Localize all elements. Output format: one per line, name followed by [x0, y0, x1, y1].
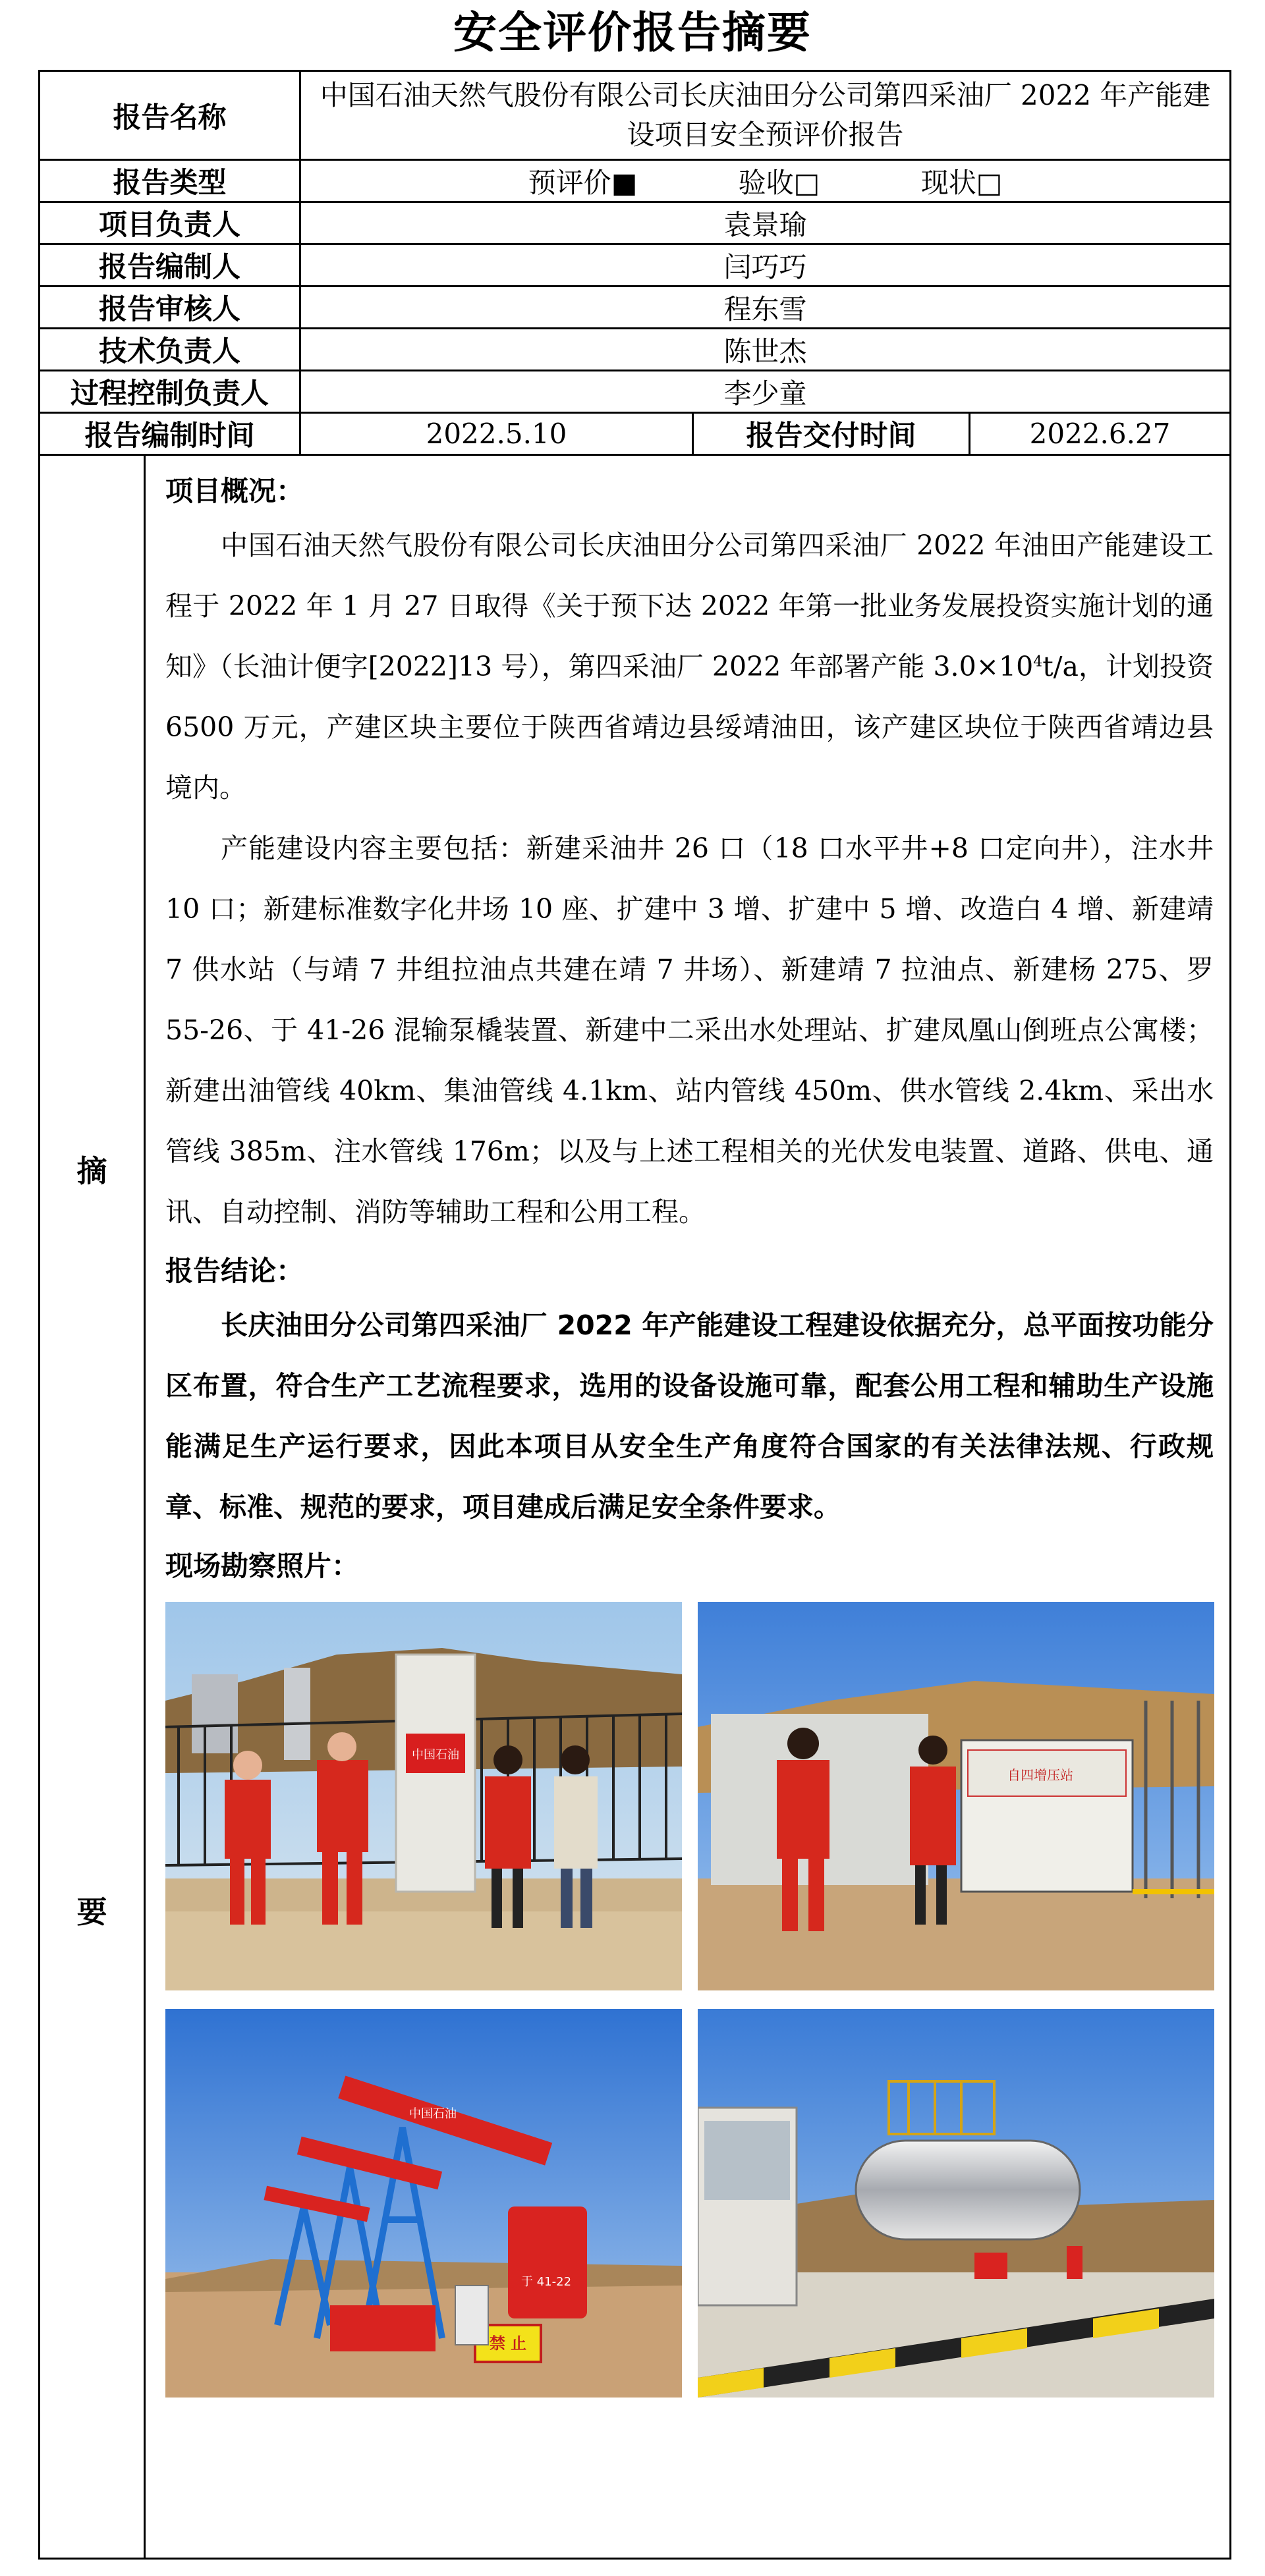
svg-text:中国石油: 中国石油: [409, 2107, 457, 2121]
tech-leader-label: 技术负责人: [40, 329, 300, 371]
overview-paragraph-2: 产能建设内容主要包括：新建采油井 26 口（18 口水平井+8 口定向井），注水井 10 口；新建标准数字化井场 10 座、扩建中 3 增、扩建中 5 增、改造白 4 增、新建靖 7 供水站（与靖 7 井组拉油点共建在靖 7 井场）、新建靖 7 拉油点、新建杨 275、罗 55-26、于 41-26 混输泵橇装置、新建中二采出水处理站、扩建凤凰山倒班点公寓楼；新建出油管线 40km、集油管线 4.1km、站内管线 450m、供水管线 2.4km、采出水管线 385m、注水管线 176m；以及与上述工程相关的光伏发电装置、道路、供电、通讯、自动控制、消防等辅助工程和公用工程。: [165, 833, 1214, 1228]
svg-text:于 41-22: 于 41-22: [521, 2275, 572, 2289]
summary-content: [145, 455, 1231, 2559]
option-pre-evaluation[interactable]: 预评价■: [528, 166, 638, 199]
report-name-value: 中国石油天然气股份有限公司长庆油田分公司第四采油厂 2022 年产能建设项目安全预评价报告: [300, 71, 1231, 160]
svg-text:自四增压站: 自四增压站: [1007, 1767, 1073, 1783]
overview-paragraph-1: 中国石油天然气股份有限公司长庆油田分公司第四采油厂 2022 年油田产能建设工程于 2022 年 1 月 27 日取得《关于预下达 2022 年第一批业务发展投资实施计划的通知》（长油计便字[2022]13 号），第四采油厂 2022 年部署产能 $3.0\times 10^4t/a$，计划投资 6500 万元，产建区块主要位于陕西省靖边县绥靖油田，该产建区块位于陕西省靖边县境内。: [165, 530, 1214, 804]
reviewer-label: 报告审核人: [40, 287, 300, 329]
compile-time-label: 报告编制时间: [40, 413, 300, 455]
site-photo-gate-team: [165, 1602, 682, 1990]
process-control-value: 李少童: [300, 371, 1231, 413]
project-leader-label: 项目负责人: [40, 202, 300, 244]
report-name-label: 报告名称: [40, 71, 300, 160]
compiler-label: 报告编制人: [40, 244, 300, 287]
side-char-yao: 要: [76, 1894, 107, 1930]
conclusion-paragraph: 长庆油田分公司第四采油厂 2022 年产能建设工程建设依据充分，总平面按功能分区布置，符合生产工艺流程要求，选用的设备设施可靠，配套公用工程和辅助生产设施能满足生产运行要求，因此本项目从安全生产角度符合国家的有关法律法规、行政规章、标准、规范的要求，项目建成后满足安全条件要求。: [165, 1309, 1214, 1523]
photos-heading: 现场勘察照片：: [165, 1550, 360, 1582]
side-char-zhai: 摘: [76, 1153, 107, 1189]
reviewer-value: 程东雪: [300, 287, 1231, 329]
page-title: 安全评价报告摘要: [453, 7, 812, 58]
overview-heading: 项目概况：: [165, 475, 304, 507]
project-leader-value: 袁景瑜: [300, 202, 1231, 244]
tech-leader-value: 陈世杰: [300, 329, 1231, 371]
svg-text:中国石油: 中国石油: [412, 1748, 459, 1762]
report-type-label: 报告类型: [40, 160, 300, 202]
report-type-options: [300, 160, 1231, 202]
conclusion-heading: 报告结论：: [165, 1255, 304, 1287]
compile-time-value: 2022.5.10: [300, 413, 693, 455]
process-control-label: 过程控制负责人: [40, 371, 300, 413]
option-current-status[interactable]: 现状□: [920, 166, 1003, 199]
site-photo-pressure-station: [698, 1602, 1214, 1990]
option-acceptance[interactable]: 验收□: [738, 166, 820, 199]
svg-text:禁 止: 禁 止: [489, 2334, 527, 2353]
summary-table: [38, 70, 1231, 2560]
delivery-time-value: 2022.6.27: [970, 413, 1231, 455]
photo-grid: [165, 1602, 1214, 2398]
summary-side-label: [40, 455, 145, 2559]
site-photo-storage-tank: [698, 2009, 1214, 2398]
compiler-value: 闫巧巧: [300, 244, 1231, 287]
site-photo-pumpjacks: [165, 2009, 682, 2398]
delivery-time-label: 报告交付时间: [693, 413, 970, 455]
